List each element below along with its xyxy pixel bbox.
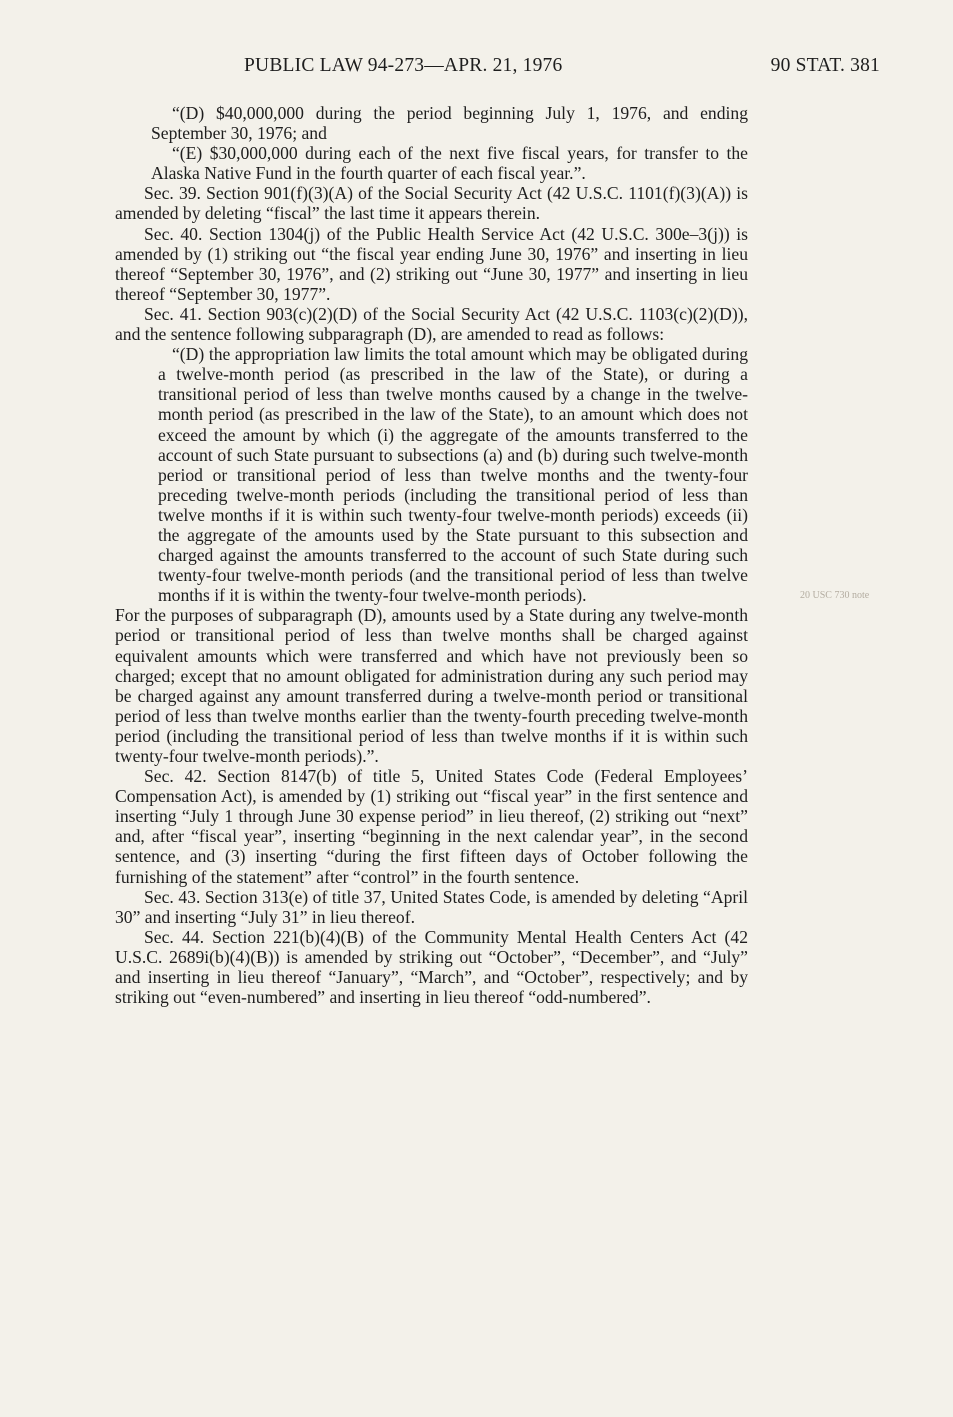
margin-note: 20 USC 730 note <box>800 590 870 601</box>
page-header-stat-number: 90 STAT. 381 <box>770 55 880 76</box>
section-44: Sec. 44. Section 221(b)(4)(B) of the Community Mental Health Centers Act (42 U.S.C. 2689i(b)(4)(B)) is amended by striking out “October”, “December”, and “July” and inserting in lieu thereof “January”, “March”, and “October”, respectively; and by striking out “even-numbered” and inserting in lieu thereof “odd-numbered”. <box>115 926 748 1008</box>
section-41-subparagraph-d: “(D) the appropriation law limits the total amount which may be obligated during a twelve-month period (as prescribed in the law of the State), or during a transitional period of less than twelve months caused by a change in the twelve-month period (as prescribed in the law of the State), to an amount which does not exceed the amount by which (i) the aggregate of the amounts transferred to the account of such State pursuant to subsections (a) and (b) during such twelve-month period or transitional period of less than twelve months and the twenty-four preceding twelve-month periods (including the transitional period of less than twelve months if it is within such twenty-four twelve-month periods) exceeds (ii) the aggregate of the amounts used by the State pursuant to this subsection and charged against the amounts transferred to the account of such State during such twenty-four twelve-month periods (and the transitional period of less than twelve months if it is within the twenty-four twelve-month periods). <box>158 344 748 606</box>
section-41-flush-text: For the purposes of subparagraph (D), amounts used by a State during any twelve-month period or transitional period of less than twelve months shall be charged against equivalent amounts which were transferred and which have not previously been so charged; except that no amount obligated for administration during any such period may be charged against any amount transferred during a twelve-month period or transitional period of less than twelve months earlier than the twenty-fourth preceding twelve-month period (including the transitional period of less than twelve months if it is within such twenty-four twelve-month periods).”. <box>115 605 748 766</box>
paragraph-e-appropriation: “(E) $30,000,000 during each of the next five fiscal years, for transfer to the Alaska Native Fund in the fourth quarter of each fiscal year.”. <box>151 143 748 184</box>
running-head <box>120 55 880 85</box>
section-39: Sec. 39. Section 901(f)(3)(A) of the Social Security Act (42 U.S.C. 1101(f)(3)(A)) is amended by deleting “fiscal” the last time it appears therein. <box>115 183 748 224</box>
section-43: Sec. 43. Section 313(e) of title 37, United States Code, is amended by deleting “April 30” and inserting “July 31” in lieu thereof. <box>115 886 748 927</box>
section-41: Sec. 41. Section 903(c)(2)(D) of the Social Security Act (42 U.S.C. 1103(c)(2)(D)), and the sentence following subparagraph (D), are amended to read as follows: <box>115 303 748 345</box>
page-header-title: PUBLIC LAW 94-273—APR. 21, 1976 <box>244 55 563 76</box>
section-40: Sec. 40. Section 1304(j) of the Public Health Service Act (42 U.S.C. 300e–3(j)) is amended by (1) striking out “the fiscal year ending June 30, 1976” and inserting in lieu thereof “September 30, 1976”, and (2) striking out “June 30, 1977” and inserting in lieu thereof “September 30, 1977”. <box>115 223 748 304</box>
paragraph-d-appropriation: “(D) $40,000,000 during the period beginning July 1, 1976, and ending September 30, 1976; and <box>151 103 748 144</box>
statute-body <box>115 103 748 1007</box>
section-42: Sec. 42. Section 8147(b) of title 5, United States Code (Federal Employees’ Compensation Act), is amended by (1) striking out “fiscal year” in the first sentence and inserting “July 1 through June 30 expense period” in lieu thereof, (2) striking out “next” and, after “fiscal year”, inserting “beginning in the next calendar year”, in the second sentence, and (3) inserting “during the first fifteen days of October following the furnishing of the statement” after “control” in the fourth sentence. <box>115 766 748 887</box>
